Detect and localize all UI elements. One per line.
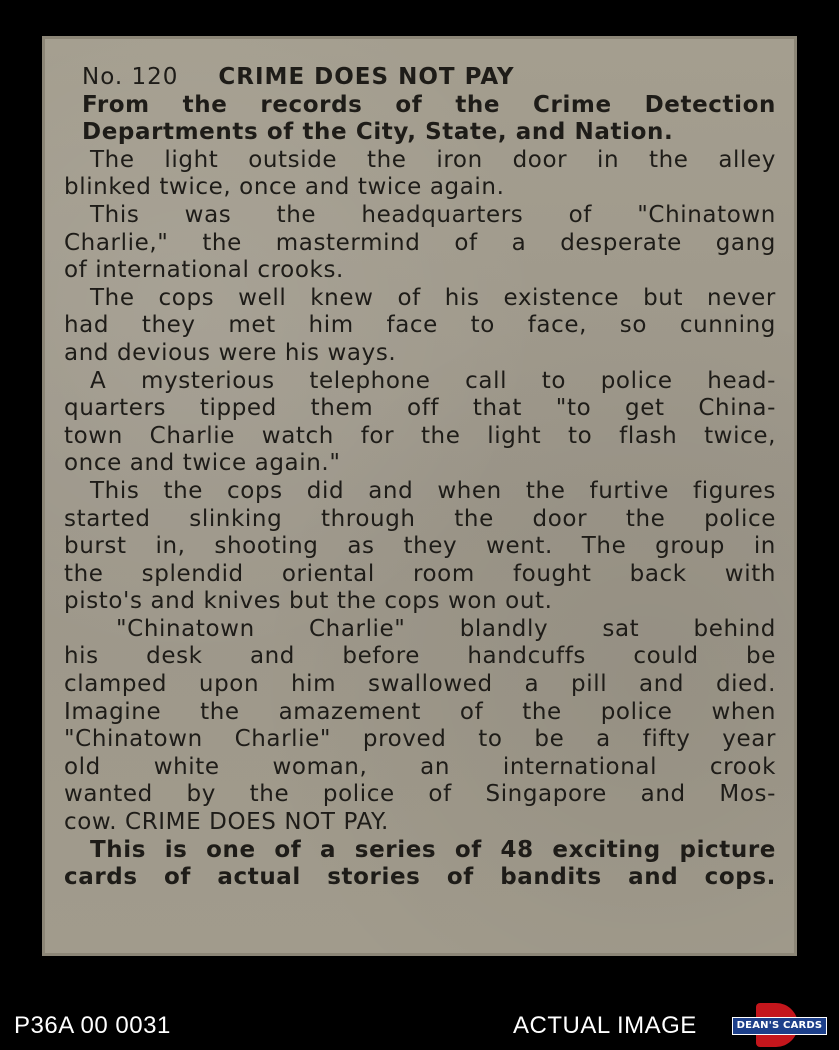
card-number: No. 120 <box>82 64 179 90</box>
story-line: cow. CRIME DOES NOT PAY. <box>64 809 389 836</box>
story-line: his desk and before handcuffs could be <box>64 643 776 670</box>
story-line: "Chinatown Charlie" blandly sat behind <box>116 615 776 642</box>
card-back <box>42 36 797 956</box>
story-line: The cops well knew of his existence but never <box>90 284 776 311</box>
story-line: once and twice again." <box>64 450 341 477</box>
story-line: This is one of a series of 48 exciting picture <box>90 836 776 863</box>
story-line: burst in, shooting as they went. The group in <box>64 533 776 560</box>
story-line: wanted by the police of Singapore and Mos- <box>64 781 776 808</box>
card-title: CRIME DOES NOT PAY <box>218 64 515 90</box>
story-line: started slinking through the door the police <box>64 505 776 532</box>
story-line: had they met him face to face, so cunning <box>64 312 776 339</box>
card-text-block <box>64 64 776 892</box>
story-line: quarters tipped them off that "to get China- <box>64 395 776 422</box>
story-line: This was the headquarters of "Chinatown <box>90 201 776 228</box>
story-line: the splendid oriental room fought back with <box>64 560 776 587</box>
story-line: pisto's and knives but the cops won out. <box>64 588 553 615</box>
story-line: cards of actual stories of bandits and cops. <box>64 864 776 891</box>
story-line: From the records of the Crime Detection <box>82 91 776 118</box>
story-line: The light outside the iron door in the alley <box>90 146 776 173</box>
card-id-code: P36A 00 0031 <box>14 1012 171 1039</box>
story-line: of international crooks. <box>64 257 344 284</box>
deans-cards-logo <box>732 1003 827 1047</box>
card-title-line <box>64 64 776 92</box>
story-line: and devious were his ways. <box>64 339 397 366</box>
story-line: blinked twice, once and twice again. <box>64 174 505 201</box>
story-line: old white woman, an international crook <box>64 753 776 780</box>
story-line: Charlie," the mastermind of a desperate gang <box>64 229 776 256</box>
logo-text: DEAN'S CARDS <box>732 1017 827 1035</box>
actual-image-caption: ACTUAL IMAGE <box>513 1012 697 1039</box>
story-line: This the cops did and when the furtive figures <box>90 477 776 504</box>
card-story-lines <box>64 92 776 892</box>
story-line: "Chinatown Charlie" proved to be a fifty year <box>64 726 776 753</box>
story-line: A mysterious telephone call to police head- <box>90 367 776 394</box>
story-line: Imagine the amazement of the police when <box>64 698 776 725</box>
story-line: clamped upon him swallowed a pill and died. <box>64 671 776 698</box>
story-line: town Charlie watch for the light to flash twice, <box>64 422 776 449</box>
story-line: Departments of the City, State, and Nation. <box>82 119 674 146</box>
